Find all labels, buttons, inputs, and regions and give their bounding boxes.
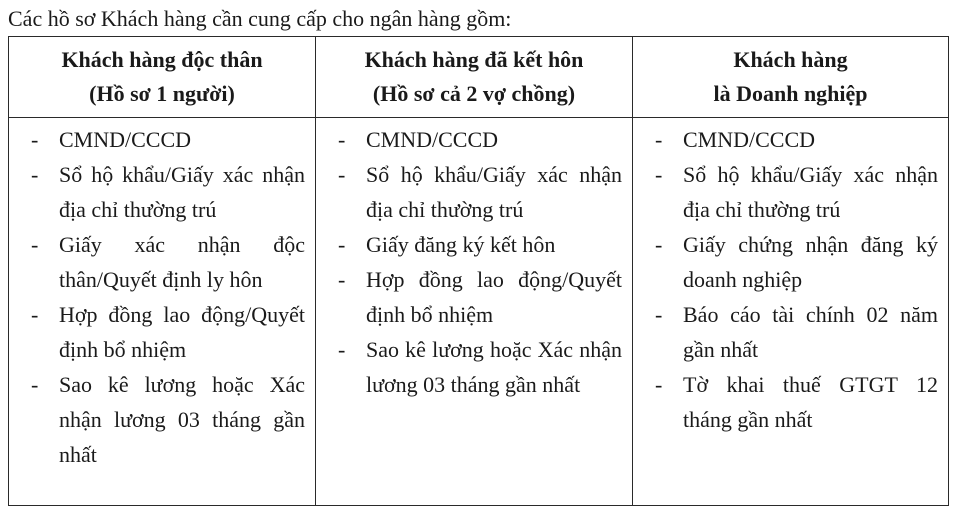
column-header-subtitle: (Hồ sơ 1 người) — [89, 81, 235, 106]
list-item: - CMND/CCCD — [655, 122, 938, 157]
list-item: - Báo cáo tài chính 02 năm gần nhất — [655, 297, 938, 367]
document-list — [655, 122, 938, 437]
column-header-married — [316, 37, 633, 118]
list-item: - Hợp đồng lao động/Quyết định bổ nhiệm — [31, 297, 305, 367]
list-item: - Sao kê lương hoặc Xác nhận lương 03 tháng gần nhất — [338, 332, 622, 402]
column-header-subtitle: là Doanh nghiệp — [713, 81, 868, 106]
column-header-subtitle: (Hồ sơ cả 2 vợ chồng) — [372, 81, 576, 106]
document-requirements-table — [8, 36, 949, 506]
list-item: - CMND/CCCD — [31, 122, 305, 157]
column-header-single — [9, 37, 316, 118]
table-body-row — [9, 118, 949, 506]
list-item: - Giấy xác nhận độc thân/Quyết định ly hôn — [31, 227, 305, 297]
cell-single-documents — [9, 118, 316, 506]
column-header-title: Khách hàng đã kết hôn — [364, 47, 584, 72]
column-header-title: Khách hàng — [733, 47, 848, 72]
intro-text: Các hồ sơ Khách hàng cần cung cấp cho ngân hàng gồm: — [8, 6, 512, 31]
list-item: - Giấy đăng ký kết hôn — [338, 227, 622, 262]
list-item: - Sổ hộ khẩu/Giấy xác nhận địa chỉ thường trú — [31, 157, 305, 227]
table-header-row — [9, 37, 949, 118]
list-item: - Giấy chứng nhận đăng ký doanh nghiệp — [655, 227, 938, 297]
cell-married-documents — [316, 118, 633, 506]
list-item: - Sổ hộ khẩu/Giấy xác nhận địa chỉ thường trú — [338, 157, 622, 227]
list-item: - Sao kê lương hoặc Xác nhận lương 03 tháng gần nhất — [31, 367, 305, 472]
column-header-title: Khách hàng độc thân — [61, 47, 263, 72]
list-item: - CMND/CCCD — [338, 122, 622, 157]
list-item: - Sổ hộ khẩu/Giấy xác nhận địa chỉ thường trú — [655, 157, 938, 227]
list-item: - Hợp đồng lao động/Quyết định bổ nhiệm — [338, 262, 622, 332]
document-list — [338, 122, 622, 402]
list-item: - Tờ khai thuế GTGT 12 tháng gần nhất — [655, 367, 938, 437]
cell-business-documents — [633, 118, 949, 506]
column-header-business — [633, 37, 949, 118]
document-list — [31, 122, 305, 472]
